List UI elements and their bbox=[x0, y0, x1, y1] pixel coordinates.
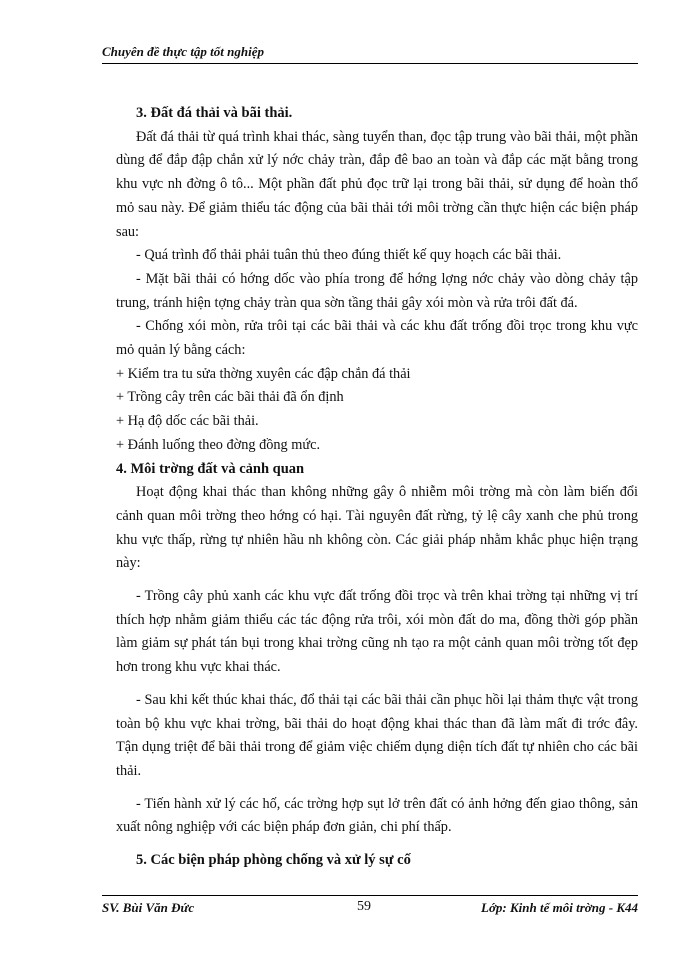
page-number: 59 bbox=[357, 899, 371, 914]
section-4-bullet-3: - Tiến hành xử lý các hố, các trờng hợp sụt lở trên đất có ảnh hởng đến giao thông, sản xuất nông nghiệp với các biện pháp đơn giản, chi phí thấp. bbox=[116, 795, 638, 836]
section-3-subitem-1: + Kiểm tra tu sửa thờng xuyên các đập chắn đá thải bbox=[116, 365, 411, 382]
section-3-subitem-4: + Đánh luống theo đờng đồng mức. bbox=[116, 436, 321, 453]
section-4-bullet-2: - Sau khi kết thúc khai thác, đổ thải tại các bãi thải cần phục hồi lại thảm thực vật trong toàn bộ khu vực khai trờng, bãi thải do hoạt động khai thác than đã làm mất đi trớc đây. Tận dụng triệt để bãi thải trong để giảm việc chiếm dụng diện tích đất tự nhiên cho các bãi thải. bbox=[116, 691, 638, 779]
section-4-bullet-1: - Trồng cây phủ xanh các khu vực đất trống đồi trọc và trên khai trờng tại những vị trí thích hợp nhằm giảm thiểu các tác động rửa trôi, xói mòn đất do ma, đồng thời góp phần làm giảm sự phát tán bụi trong khai trờng cũng nh tạo ra một cảnh quan môi trờng tốt đẹp hơn trong khu vực khai thác. bbox=[116, 588, 638, 676]
header-title: Chuyên đề thực tập tốt nghiệp bbox=[102, 44, 264, 59]
section-3-title: 3. Đất đá thải và bãi thải. bbox=[136, 105, 293, 121]
section-4-paragraph: Hoạt động khai thác than không những gây ô nhiễm môi trờng mà còn làm biến đổi cảnh quan môi trờng theo hớng có hại. Tài nguyên đất rừng, tỷ lệ cây xanh che phủ trong khu vực thấp, rừng tự nhiên hầu nh không còn. Các giải pháp nhằm khắc phục hiện trạng này: bbox=[116, 484, 638, 572]
section-3-subitem-2: + Trồng cây trên các bãi thải đã ổn định bbox=[116, 389, 344, 406]
section-3-bullet-3: - Chống xói mòn, rửa trôi tại các bãi thải và các khu đất trống đồi trọc trong khu vực mỏ quản lý bằng cách: bbox=[116, 318, 638, 359]
section-3-bullet-2: - Mặt bãi thải có hớng dốc vào phía trong để hớng lợng nớc chảy vào dòng chảy tập trung, tránh hiện tợng chảy tràn qua sờn tầng thải gây xói mòn và rửa trôi đất đá. bbox=[116, 270, 638, 311]
page-header bbox=[102, 44, 638, 64]
section-5-title: 5. Các biện pháp phòng chống và xử lý sự cố bbox=[136, 852, 411, 869]
footer-author: SV. Bùi Văn Đức bbox=[102, 900, 195, 915]
document-body bbox=[116, 102, 638, 873]
section-3-paragraph: Đất đá thải từ quá trình khai thác, sàng tuyển than, đọc tập trung vào bãi thải, một phần dùng để đắp đập chắn xử lý nớc chảy tràn, đắp đê bao an toàn và đắp các mặt bằng trong khu vực nh đờng ô tô... Một phần đất phủ đọc trữ lại trong bãi thải, sử dụng để hoàn thổ mỏ sau này. Để giảm thiểu tác động của bãi thải tới môi trờng cần thực hiện các biện pháp sau: bbox=[116, 128, 638, 240]
section-4-title: 4. Môi trờng đất và cảnh quan bbox=[116, 460, 305, 477]
footer-class: Lớp: Kinh tế môi trờng - K44 bbox=[481, 900, 638, 915]
section-3-subitem-3: + Hạ độ dốc các bãi thải. bbox=[116, 413, 259, 430]
section-3-bullet-1: - Quá trình đổ thải phải tuân thủ theo đúng thiết kế quy hoạch các bãi thải. bbox=[136, 247, 562, 264]
page-footer bbox=[102, 895, 638, 916]
